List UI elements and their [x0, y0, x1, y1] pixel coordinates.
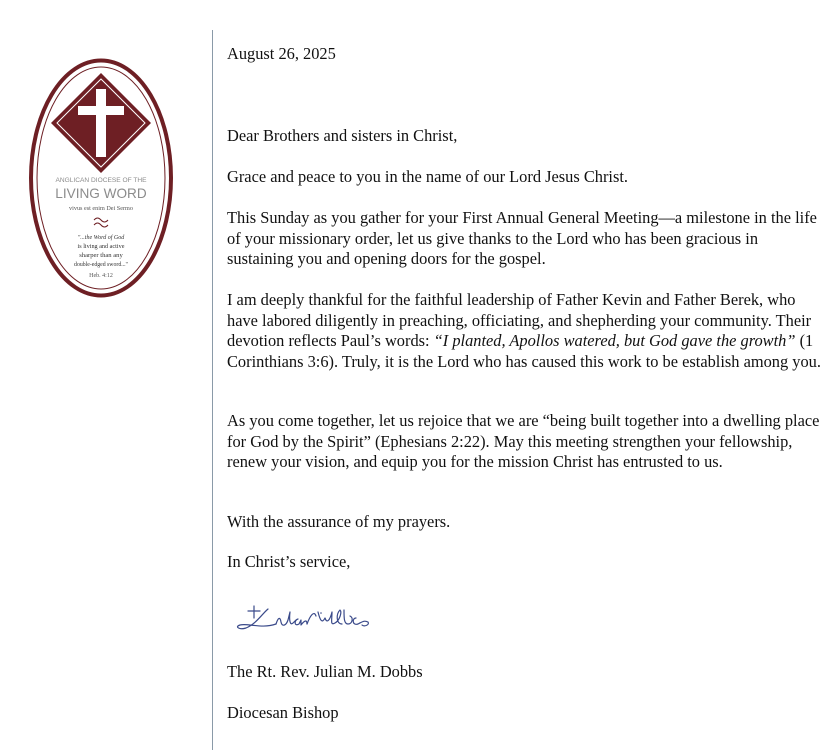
- margin-divider: [212, 30, 213, 750]
- seal-verse-line4: double-edged sword...": [74, 262, 128, 268]
- seal-motto: vivus est enim Dei Sermo: [69, 205, 133, 212]
- paragraph-leadership: [227, 290, 822, 372]
- greeting: Grace and peace to you in the name of our Lord Jesus Christ.: [227, 167, 628, 186]
- seal-verse-line2: is living and active: [77, 243, 125, 250]
- letter-date: August 26, 2025: [227, 44, 336, 63]
- seal-verse-ref: Heb. 4:12: [89, 273, 113, 279]
- signer-name: The Rt. Rev. Julian M. Dobbs: [227, 662, 423, 681]
- signer-title: Diocesan Bishop: [227, 703, 339, 722]
- salutation: Dear Brothers and sisters in Christ,: [227, 126, 458, 145]
- closing-line: In Christ’s service,: [227, 552, 351, 571]
- paragraph-leadership-start: I am deeply thankful for the faithful leadership of Father Kevin and Father Berek, who have labored diligently in preaching, officiating, and shepherding your community. Their devotion reflects Paul’s words:: [227, 290, 812, 350]
- paragraph-leadership-end: (1 Corinthians 3:6). Truly, it is the Lord who has caused this work to be establish among you.: [227, 331, 821, 371]
- paragraph-rejoice: As you come together, let us rejoice that we are “being built together into a dwelling place for God by the Spirit” (Ephesians 2:22). May this meeting strengthen your fellowship, renew your vision, and equip you for the mission Christ has entrusted to us.: [227, 411, 820, 471]
- seal-verse-line1: "...the Word of God: [77, 235, 125, 241]
- paragraph-meeting: This Sunday as you gather for your First Annual General Meeting—a milestone in the life of your missionary order, let us give thanks to the Lord who has been gracious in sustaining you and opening doors for the gospel.: [227, 208, 817, 268]
- seal-verse-line3: sharper than any: [79, 252, 123, 259]
- scripture-quote: “I planted, Apollos watered, but God gave the growth”: [433, 331, 796, 350]
- diocese-seal: [28, 57, 174, 299]
- seal-name-line2: LIVING WORD: [55, 186, 147, 201]
- handwritten-signature: [232, 598, 382, 638]
- seal-name-line1: ANGLICAN DIOCESE OF THE: [55, 177, 147, 184]
- assurance-line: With the assurance of my prayers.: [227, 512, 451, 531]
